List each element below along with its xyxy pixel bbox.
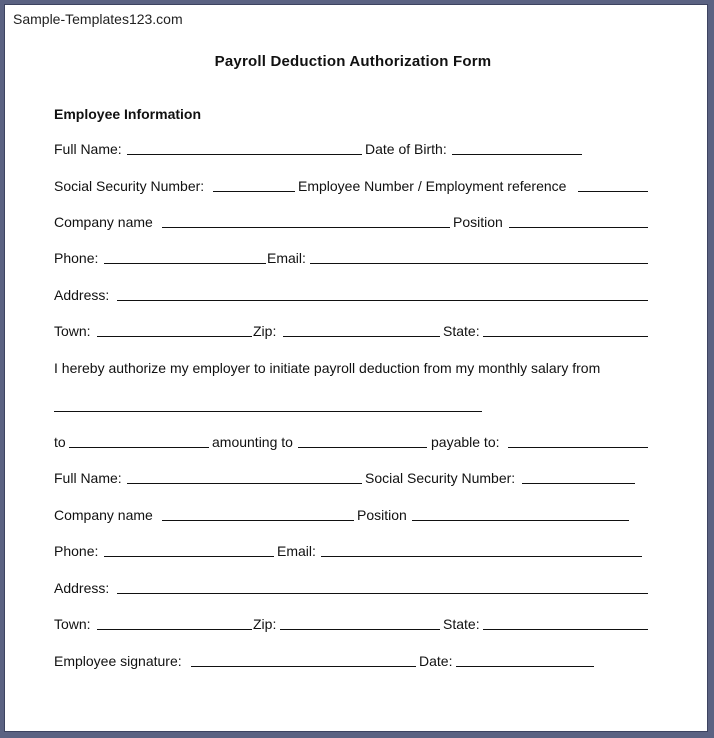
phone-label: Phone:: [54, 250, 99, 266]
town-field-2[interactable]: [97, 615, 252, 630]
position-label-2: Position: [357, 507, 407, 523]
address-label: Address:: [54, 287, 110, 303]
employee-signature-label: Employee signature:: [54, 653, 182, 669]
full-name-label: Full Name:: [54, 141, 122, 157]
ssn-field[interactable]: [213, 177, 295, 192]
payable-to-label: payable to:: [431, 434, 500, 450]
address-field-2[interactable]: [117, 579, 648, 594]
ssn-label-2: Social Security Number:: [365, 470, 516, 486]
amount-field[interactable]: [298, 433, 427, 448]
date-label: Date:: [419, 653, 453, 669]
ssn-field-2[interactable]: [522, 469, 635, 484]
state-label: State:: [443, 323, 480, 339]
date-of-birth-label: Date of Birth:: [365, 141, 447, 157]
full-name-field[interactable]: [127, 140, 362, 155]
zip-label: Zip:: [253, 323, 277, 339]
phone-field[interactable]: [104, 249, 266, 264]
phone-label-2: Phone:: [54, 543, 99, 559]
state-label-2: State:: [443, 616, 480, 632]
date-field[interactable]: [456, 652, 594, 667]
state-field-2[interactable]: [483, 615, 648, 630]
employee-number-label: Employee Number / Employment reference: [298, 178, 567, 194]
full-name-field-2[interactable]: [127, 469, 362, 484]
form-page: [4, 4, 708, 732]
to-label: to: [54, 434, 66, 450]
address-label-2: Address:: [54, 580, 110, 596]
town-field[interactable]: [97, 322, 252, 337]
zip-field-2[interactable]: [280, 615, 440, 630]
email-label: Email:: [267, 250, 306, 266]
company-name-field[interactable]: [162, 213, 450, 228]
phone-field-2[interactable]: [104, 542, 274, 557]
to-field[interactable]: [69, 433, 209, 448]
position-field-2[interactable]: [412, 506, 629, 521]
email-field[interactable]: [310, 249, 648, 264]
full-name-label-2: Full Name:: [54, 470, 122, 486]
form-title: Payroll Deduction Authorization Form: [214, 53, 492, 70]
amounting-to-label: amounting to: [212, 434, 293, 450]
town-label: Town:: [54, 323, 91, 339]
deduction-source-field[interactable]: [54, 411, 482, 412]
email-label-2: Email:: [277, 543, 316, 559]
zip-label-2: Zip:: [253, 616, 277, 632]
state-field[interactable]: [483, 322, 648, 337]
site-watermark: Sample-Templates123.com: [13, 11, 183, 27]
employee-signature-field[interactable]: [191, 652, 416, 667]
payable-to-field[interactable]: [508, 433, 648, 448]
employee-number-field[interactable]: [578, 177, 648, 192]
company-name-label-2: Company name: [54, 507, 153, 523]
company-name-field-2[interactable]: [162, 506, 354, 521]
zip-field[interactable]: [283, 322, 440, 337]
date-of-birth-field[interactable]: [452, 140, 582, 155]
town-label-2: Town:: [54, 616, 91, 632]
authorization-text: I hereby authorize my employer to initiate payroll deduction from my monthly salary from: [54, 360, 601, 376]
section-heading-employee: Employee Information: [54, 106, 202, 122]
email-field-2[interactable]: [321, 542, 642, 557]
ssn-label: Social Security Number:: [54, 178, 205, 194]
position-label: Position: [453, 214, 503, 230]
company-name-label: Company name: [54, 214, 153, 230]
position-field[interactable]: [509, 213, 648, 228]
address-field[interactable]: [117, 286, 648, 301]
